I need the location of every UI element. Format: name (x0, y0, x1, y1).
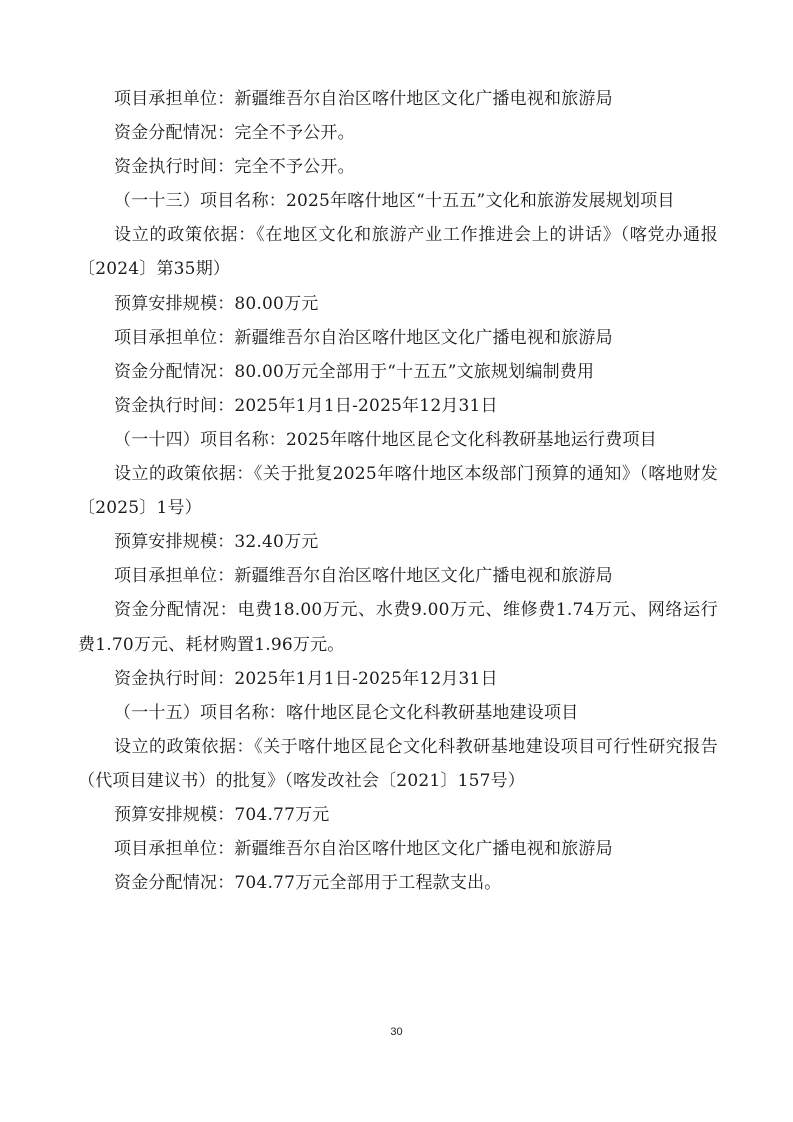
paragraph-project-14-title: （一十四）项目名称：2025年喀什地区昆仑文化科教研基地运行费项目 (114, 429, 657, 450)
paragraph-project-15-budget: 预算安排规模：704.77万元 (114, 804, 330, 825)
paragraph-project-15-unit: 项目承担单位：新疆维吾尔自治区喀什地区文化广播电视和旅游局 (114, 839, 613, 860)
page-number: 30 (390, 1026, 403, 1038)
paragraph-project-15-allocation: 资金分配情况：704.77万元全部用于工程款支出。 (114, 873, 502, 894)
paragraph-project-13-unit: 项目承担单位：新疆维吾尔自治区喀什地区文化广播电视和旅游局 (114, 327, 613, 348)
paragraph-project-13-policy: 设立的政策依据：《在地区文化和旅游产业工作推进会上的讲话》（喀党办通报〔2024〕第35期） (78, 225, 718, 280)
paragraph-project-15-title: （一十五）项目名称：喀什地区昆仑文化科教研基地建设项目 (114, 702, 579, 723)
paragraph-fund-allocation: 资金分配情况：完全不予公开。 (114, 123, 355, 144)
document-body (78, 82, 718, 900)
paragraph-project-14-unit: 项目承担单位：新疆维吾尔自治区喀什地区文化广播电视和旅游局 (114, 566, 613, 587)
paragraph-project-13-allocation: 资金分配情况：80.00万元全部用于“十五五”文旅规划编制费用 (114, 361, 595, 382)
paragraph-project-14-policy: 设立的政策依据：《关于批复2025年喀什地区本级部门预算的通知》（喀地财发〔2025〕1号） (78, 464, 718, 519)
paragraph-project-13-budget: 预算安排规模：80.00万元 (114, 293, 319, 314)
paragraph-execution-time: 资金执行时间：完全不予公开。 (114, 157, 355, 178)
paragraph-project-13-title: （一十三）项目名称：2025年喀什地区“十五五”文化和旅游发展规划项目 (114, 191, 675, 212)
paragraph-project-14-budget: 预算安排规模：32.40万元 (114, 532, 319, 553)
paragraph-undertaking-unit: 项目承担单位：新疆维吾尔自治区喀什地区文化广播电视和旅游局 (114, 89, 613, 109)
paragraph-project-13-time: 资金执行时间：2025年1月1日-2025年12月31日 (114, 395, 498, 416)
paragraph-project-15-policy: 设立的政策依据：《关于喀什地区昆仑文化科教研基地建设项目可行性研究报告（代项目建议书）的批复》（喀发改社会〔2021〕157号） (78, 736, 718, 791)
paragraph-project-14-allocation: 资金分配情况：电费18.00万元、水费9.00万元、维修费1.74万元、网络运行费1.70万元、耗材购置1.96万元。 (78, 600, 718, 655)
paragraph-project-14-time: 资金执行时间：2025年1月1日-2025年12月31日 (114, 668, 498, 689)
